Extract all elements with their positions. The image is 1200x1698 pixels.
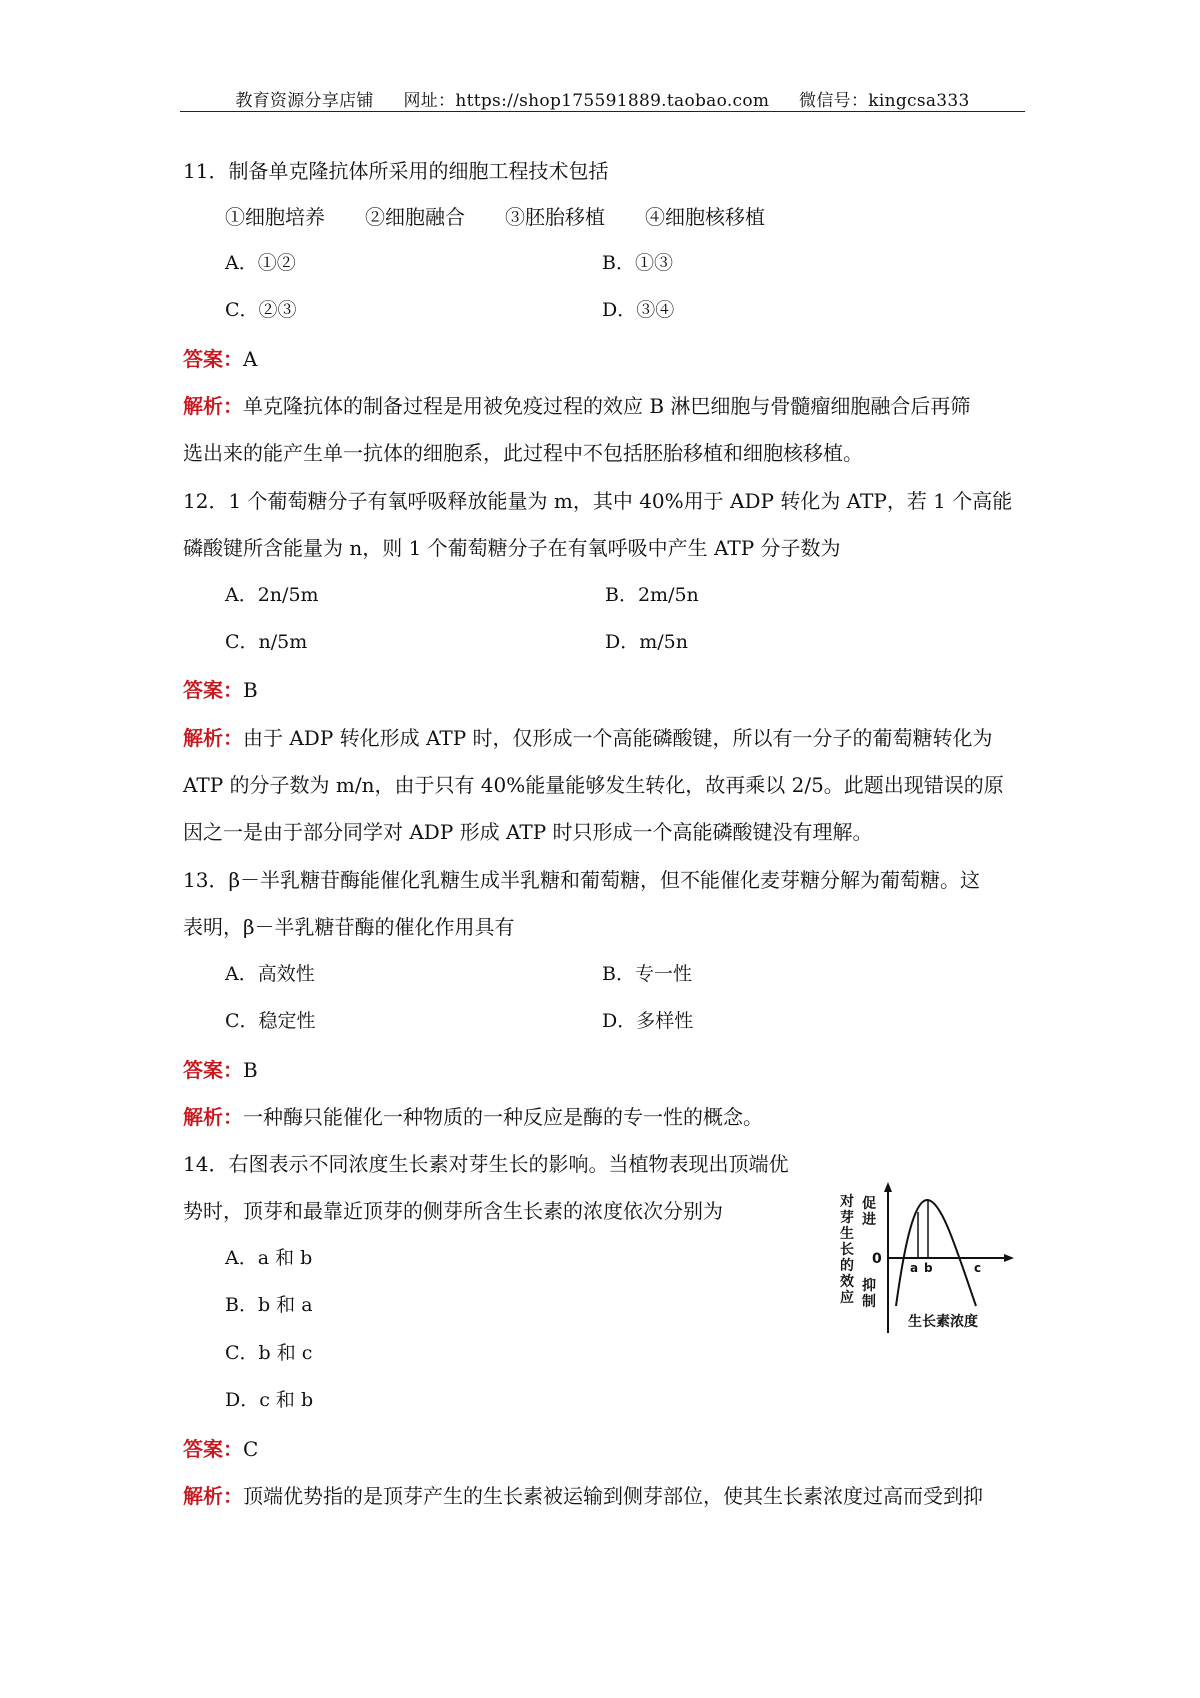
auxin-effect-figure — [838, 1178, 1018, 1338]
q12-stem-2: 磷酸键所含能量为 n，则 1 个葡萄糖分子在有氧呼吸中产生 ATP 分子数为 — [183, 536, 841, 560]
q14-answer — [183, 1439, 258, 1459]
q11-option-d: D．③④ — [602, 299, 675, 321]
q14-explain-1 — [183, 1486, 983, 1506]
figure-promote-label — [861, 1195, 876, 1228]
q13-stem-2: 表明，β－半乳糖苷酶的催化作用具有 — [183, 915, 515, 939]
page-header — [180, 86, 1025, 111]
figure-label-b: b — [924, 1261, 933, 1275]
q12-stem-1: 12．1 个葡萄糖分子有氧呼吸释放能量为 m，其中 40%用于 ADP 转化为 ATP，若 1 个高能 — [183, 489, 1013, 513]
q14-stem-1: 14．右图表示不同浓度生长素对芽生长的影响。当植物表现出顶端优 — [183, 1152, 789, 1176]
q11-explain-2: 选出来的能产生单一抗体的细胞系，此过程中不包括胚胎移植和细胞核移植。 — [183, 441, 863, 465]
q13-stem-1: 13．β－半乳糖苷酶能催化乳糖生成半乳糖和葡萄糖，但不能催化麦芽糖分解为葡萄糖。这 — [183, 868, 981, 892]
q13-explain-1 — [183, 1107, 763, 1127]
header-url: 网址：https://shop175591889.taobao.com — [403, 91, 770, 111]
answer-value: B — [243, 1058, 258, 1082]
explain-label: 解析： — [183, 726, 243, 750]
explain-label: 解析： — [183, 1105, 243, 1129]
q13-option-d: D．多样性 — [602, 1010, 694, 1032]
q12-answer — [183, 680, 258, 700]
answer-label: 答案： — [183, 678, 243, 702]
q12-explain-3: 因之一是由于部分同学对 ADP 形成 ATP 时只形成一个高能磷酸键没有理解。 — [183, 820, 873, 844]
q12-option-b: B．2m/5n — [605, 584, 699, 606]
y-axis-arrow — [884, 1182, 892, 1192]
explain-label: 解析： — [183, 1484, 243, 1508]
q11-stem: 11．制备单克隆抗体所采用的细胞工程技术包括 — [183, 159, 609, 183]
header-wechat: 微信号：kingcsa333 — [799, 91, 970, 111]
x-axis-arrow — [1004, 1254, 1014, 1262]
q13-option-b: B．专一性 — [602, 963, 692, 985]
explain-text: 一种酶只能催化一种物质的一种反应是酶的专一性的概念。 — [243, 1105, 763, 1129]
figure-xlabel: 生长素浓度 — [908, 1314, 978, 1330]
q12-explain-1 — [183, 728, 993, 748]
q12-option-c: C．n/5m — [225, 631, 308, 653]
figure-zero: 0 — [872, 1251, 882, 1267]
q12-option-a: A．2n/5m — [225, 584, 319, 606]
q14-option-b: B．b 和 a — [225, 1294, 313, 1316]
q14-option-c: C．b 和 c — [225, 1342, 313, 1364]
q11-option-c: C．②③ — [225, 299, 297, 321]
header-rule — [180, 111, 1025, 112]
q11-option-a: A．①② — [225, 252, 296, 274]
answer-value: C — [243, 1437, 259, 1461]
figure-inhibit-label — [862, 1277, 876, 1310]
q14-option-d: D．c 和 b — [225, 1389, 314, 1411]
q12-option-d: D．m/5n — [605, 631, 688, 653]
q13-answer — [183, 1060, 258, 1080]
effect-curve — [896, 1200, 976, 1306]
explain-text: 由于 ADP 转化形成 ATP 时，仅形成一个高能磷酸键，所以有一分子的葡萄糖转化为 — [243, 726, 993, 750]
figure-ylabel-text: 对芽生长的效应 — [840, 1194, 854, 1306]
figure-promote-text: 促进 — [862, 1196, 876, 1228]
figure-label-c: c — [974, 1261, 982, 1275]
q11-answer — [183, 349, 257, 369]
q12-explain-2: ATP 的分子数为 m/n，由于只有 40%能量能够发生转化，故再乘以 2/5。此题出现错误的原 — [183, 773, 1004, 797]
answer-value: B — [243, 678, 258, 702]
answer-value: A — [243, 347, 258, 371]
answer-label: 答案： — [183, 347, 243, 371]
explain-text: 顶端优势指的是顶芽产生的生长素被运输到侧芽部位，使其生长素浓度过高而受到抑 — [243, 1484, 983, 1508]
figure-inhibit-text: 抑制 — [862, 1278, 876, 1310]
q11-explain-1 — [183, 396, 970, 416]
header-shop: 教育资源分享店铺 — [235, 91, 374, 111]
explain-text: 单克隆抗体的制备过程是用被免疫过程的效应 B 淋巴细胞与骨髓瘤细胞融合后再筛 — [243, 394, 971, 418]
q11-items: ①细胞培养 ②细胞融合 ③胚胎移植 ④细胞核移植 — [225, 205, 765, 229]
q11-option-b: B．①③ — [602, 252, 673, 274]
q14-option-a: A．a 和 b — [225, 1247, 313, 1269]
answer-label: 答案： — [183, 1437, 243, 1461]
explain-label: 解析： — [183, 394, 243, 418]
q13-option-c: C．稳定性 — [225, 1010, 316, 1032]
answer-label: 答案： — [183, 1058, 243, 1082]
q13-option-a: A．高效性 — [225, 963, 315, 985]
figure-label-a: a — [910, 1261, 919, 1275]
figure-ylabel-group — [839, 1194, 854, 1306]
q14-stem-2: 势时，顶芽和最靠近顶芽的侧芽所含生长素的浓度依次分别为 — [183, 1199, 723, 1223]
